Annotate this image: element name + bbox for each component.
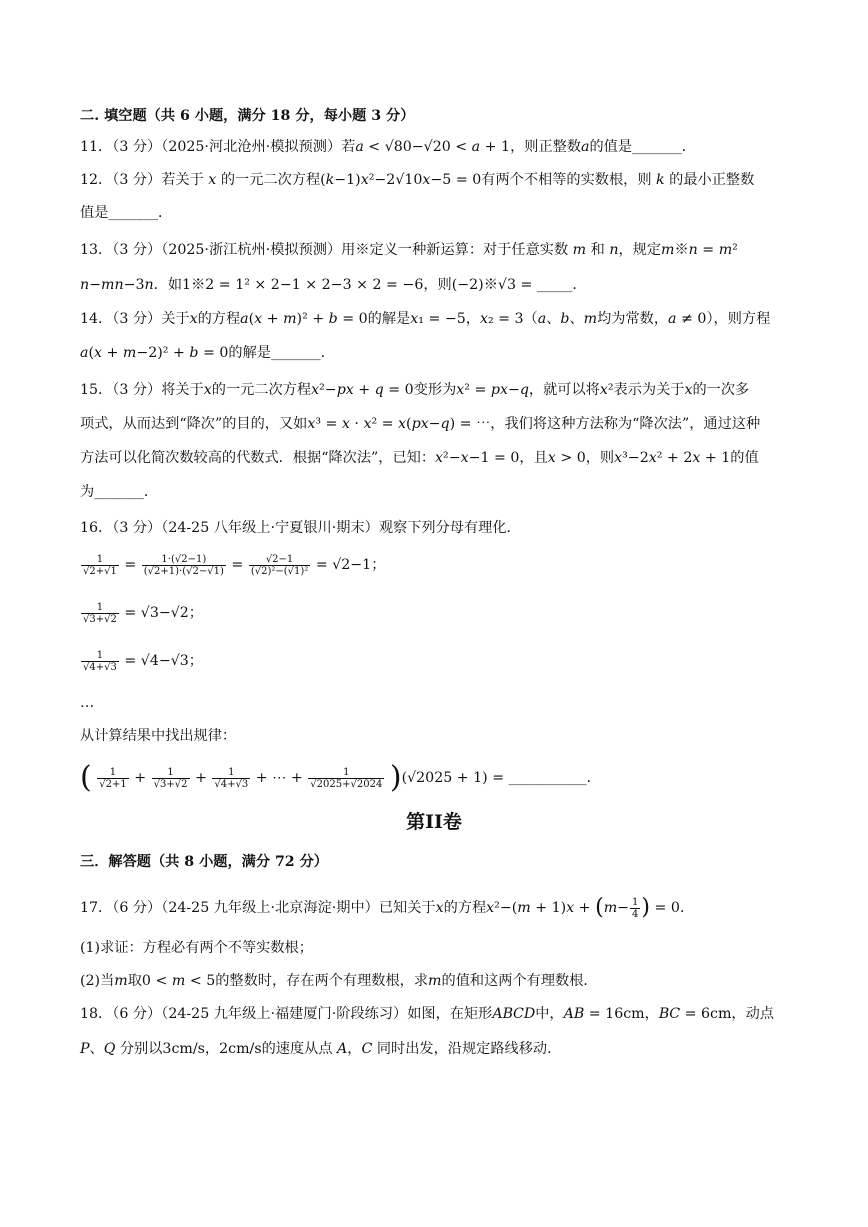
question-13-line1: 13．（3 分）（2025·浙江杭州·模拟预测）用※定义一种新运算：对于任意实数 𝑚 和 𝑛，规定𝑚※𝑛 = 𝑚² bbox=[80, 242, 738, 258]
q16-example-1: $\frac{1}{√2+√1}$ = $\frac{1\cdot(√2-1)}{(√2+1)\cdot(√2-√1)}$ = $\frac{√2-1}{\text{(√2)²−(√1)²}}$ = √2−1； bbox=[83, 553, 386, 577]
fraction: $\frac{1}{√2+1}$ bbox=[99, 766, 127, 790]
fraction: $\frac{1}{√4+√3}$ bbox=[214, 766, 249, 790]
question-18-line1: 18．（6 分）（24-25 九年级上·福建厦门·阶段练习）如图，在矩形𝐴𝐵𝐶𝐷中，𝐴𝐵 = 16cm，𝐵𝐶 = 6cm，动点 bbox=[80, 1006, 774, 1022]
part2-title: 第II卷 bbox=[406, 811, 462, 833]
question-15-line4: 为_______． bbox=[80, 484, 159, 500]
question-16-line1: 16．（3 分）（24-25 八年级上·宁夏银川·期末）观察下列分母有理化． bbox=[80, 520, 521, 536]
question-12-line2: 值是_______． bbox=[80, 205, 173, 221]
question-17-part1: (1)求证：方程必有两个不等实数根； bbox=[80, 940, 313, 956]
right-paren: ) bbox=[641, 895, 650, 920]
left-paren: ( bbox=[80, 760, 92, 795]
fraction: $\frac{√2-1}{\text{(√2)²−(√1)²}}$ bbox=[250, 553, 309, 577]
fraction: $\frac{1}{√3+√2}$ bbox=[153, 766, 188, 790]
q16-example-3: $\frac{1}{√4+√3}$ = √4−√3； bbox=[83, 649, 203, 673]
question-17-line1: 17．（6 分）（24-25 九年级上·北京海淀·期中）已知关于𝑥的方程𝑥²−(𝑚 + 1)𝑥 + (𝑚− $\frac{1}{4}$ ) = 0． bbox=[80, 893, 816, 923]
question-18-line2: 𝑃、𝑄 分别以3cm/s，2cm/s的速度从点 𝐴，𝐶 同时出发，沿规定路线移动． bbox=[80, 1041, 562, 1057]
question-15-line3: 方法可以化简次数较高的代数式．根据“降次法”，已知：𝑥²−𝑥−1 = 0，且𝑥 > 0，则𝑥³−2𝑥² + 2𝑥 + 1的值 bbox=[80, 450, 759, 466]
section2-heading: 二. 填空题（共 6 小题，满分 18 分，每小题 3 分） bbox=[80, 108, 415, 124]
right-paren: ) bbox=[389, 760, 402, 795]
question-14-line1: 14．（3 分）关于𝑥的方程𝑎(𝑥 + 𝑚)² + 𝑏 = 0的解是𝑥₁ = −5，𝑥₂ = 3（𝑎、𝑏、𝑚均为常数，𝑎 ≠ 0），则方程 bbox=[80, 311, 771, 327]
q16-example-2: $\frac{1}{√3+√2}$ = √3−√2； bbox=[83, 601, 203, 625]
fraction: $\frac{1}{√4+√3}$ bbox=[83, 649, 117, 673]
fraction: $\frac{1}{√2025+√2024}$ bbox=[310, 766, 383, 790]
q16-rule-text: 从计算结果中找出规律： bbox=[80, 728, 237, 744]
question-15-line1: 15．（3 分）将关于𝑥的一元二次方程𝑥²−𝑝𝑥 + 𝑞 = 0变形为𝑥² = 𝑝𝑥−𝑞，就可以将𝑥²表示为关于𝑥的一次多 bbox=[80, 382, 750, 398]
q16-ellipsis: … bbox=[80, 695, 95, 711]
question-11: 11．（3 分）（2025·河北沧州·模拟预测）若𝑎 < √80−√20 < 𝑎 + 1，则正整数𝑎的值是_______． bbox=[80, 139, 696, 155]
question-14-line2: 𝑎(𝑥 + 𝑚−2)² + 𝑏 = 0的解是_______． bbox=[80, 345, 335, 361]
q16-sum-expression: ( $\frac{1}{√2+1}$ + $\frac{1}{√3+√2}$ + $\frac{1}{√4+√3}$ + ⋯ + $\frac{1}{√2025+√2024}$ )(√2025 + 1) = ___________． bbox=[80, 760, 601, 795]
section3-heading: 三．解答题（共 8 小题，满分 72 分） bbox=[80, 854, 328, 870]
left-paren: ( bbox=[595, 895, 604, 920]
question-17-part2: (2)当𝑚取0 < 𝑚 < 5的整数时，存在两个有理数根，求𝑚的值和这两个有理数根． bbox=[80, 973, 598, 989]
fraction: $\frac{1}{√3+√2}$ bbox=[83, 601, 117, 625]
question-12-line1: 12．（3 分）若关于 𝑥 的一元二次方程(𝑘−1)𝑥²−2√10𝑥−5 = 0有两个不相等的实数根，则 𝑘 的最小正整数 bbox=[80, 172, 755, 188]
fraction: $\frac{1\cdot(√2-1)}{(√2+1)\cdot(√2-√1)}$ bbox=[143, 553, 224, 577]
fraction: $\frac{1}{4}$ bbox=[632, 896, 639, 920]
question-13-line2: 𝑛−𝑚𝑛−3𝑛．如1※2 = 1² × 2−1 × 2−3 × 2 = −6，则(−2)※√3 = _____． bbox=[80, 277, 587, 293]
question-15-line2: 项式，从而达到“降次”的目的，又如𝑥³ = 𝑥 · 𝑥² = 𝑥(𝑝𝑥−𝑞) = ⋯，我们将这种方法称为“降次法”，通过这种 bbox=[80, 416, 761, 432]
fraction: $\frac{1}{√2+√1}$ bbox=[83, 553, 117, 577]
